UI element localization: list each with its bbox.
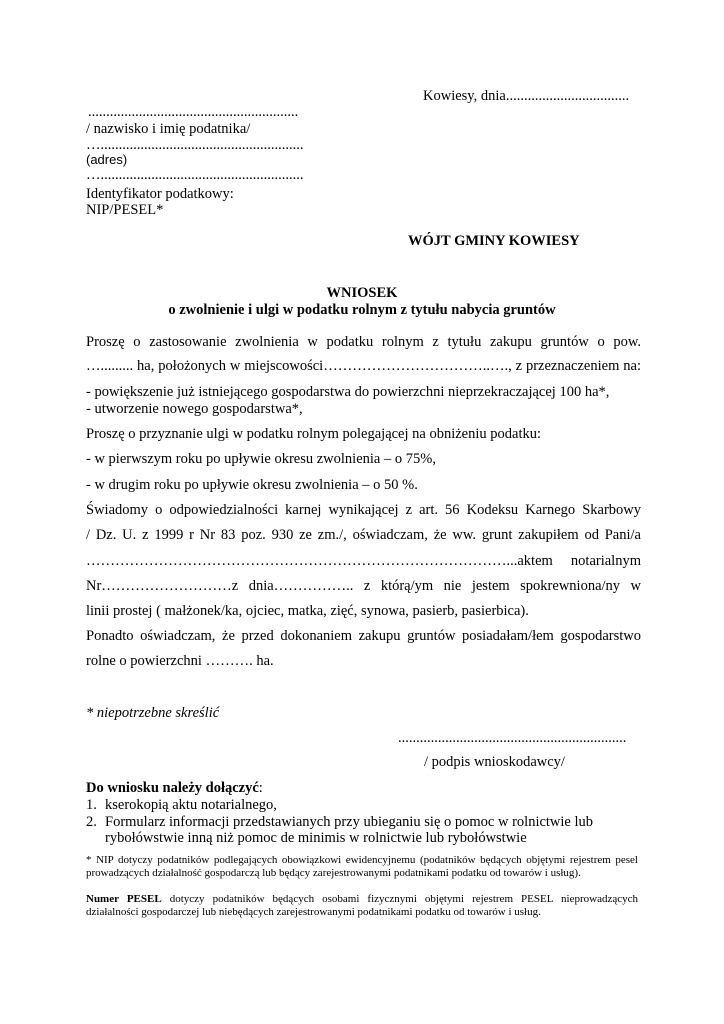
body-p3-line5: linii prostej ( małżonek/ka, ojciec, matka, zięć, synowa, pasierb, pasierbica). [86, 603, 529, 619]
footnote-pesel [86, 893, 638, 918]
attachments-heading [86, 780, 263, 797]
signature-label: / podpis wnioskodawcy/ [424, 754, 565, 770]
ulga-first-year: - w pierwszym roku po upływie okresu zwolnienia – o 75%, [86, 451, 436, 467]
address-label: (adres) [86, 152, 128, 167]
body-p3-line1: Świadomy o odpowiedzialności karnej wynikającej z art. 56 Kodeksu Karnego Skarbowy [86, 502, 641, 518]
footnote-pesel-rest: dotyczy podatników będących osobami fizycznymi objętymi rejestrem PESEL nieprowadzących działalności gospodarczej lub niebędących zarejestrowanymi podatnikami podatku od towarów i usług. [86, 893, 639, 918]
body-p4-line2: rolne o powierzchni ………. ha. [86, 653, 274, 669]
strike-note: * niepotrzebne skreślić [86, 705, 220, 721]
footnote-nip: * NIP dotyczy podatników podlegających obowiązkowi ewidencyjnemu (podatników będących objętymi rejestrem pesel prowadzących działalność gospodarczą lub będący zarejestrowanymi podatnikami podatku od towarów i usług). [86, 854, 638, 879]
body-p3-line2: / Dz. U. z 1999 r Nr 83 poz. 930 ze zm./, oświadczam, że ww. grunt zakupiłem od Pani/a [86, 527, 641, 543]
nip-label: NIP/PESEL* [86, 202, 164, 218]
document-subtitle: o zwolnienie i ulgi w podatku rolnym z tytułu nabycia gruntów [168, 302, 556, 318]
attachment-item-2-num: 2. [86, 814, 97, 830]
address-dots: …........................................................ [86, 137, 304, 153]
id-dots: …........................................................ [86, 167, 304, 183]
name-dots: .......................................................... [88, 104, 299, 120]
option-new-farm: - utworzenie nowego gospodarstwa*, [86, 401, 303, 417]
attachment-item-2-text-cont: rybołówstwie inną niż pomoc de minimis w rolnictwie lub rybołówstwie [105, 830, 527, 846]
document-title: WNIOSEK [326, 285, 398, 301]
body-p1-line2: …......... ha, położonych w miejscowości……………………………..…., z przeznaczeniem na: [86, 358, 641, 374]
body-p4-line1: Ponadto oświadczam, że przed dokonaniem zakupu gruntów posiadałam/łem gospodarstwo [86, 628, 641, 644]
ulga-second-year: - w drugim roku po upływie okresu zwolnienia – o 50 %. [86, 477, 418, 493]
option-expand-farm: - powiększenie już istniejącego gospodarstwa do powierzchni nieprzekraczającej 100 ha*, [86, 384, 610, 400]
signature-dots: ............................................................... [398, 730, 627, 746]
name-label: / nazwisko i imię podatnika/ [86, 121, 251, 137]
body-p1-line1: Proszę o zastosowanie zwolnienia w podatku rolnym z tytułu zakupu gruntów o pow. [86, 334, 641, 350]
attachment-item-1-num: 1. [86, 797, 97, 813]
body-p3-line4: Nr………………………z dnia…………….. z którą/ym nie jestem spokrewniona/ny w [86, 578, 641, 594]
attachments-heading-text: Do wniosku należy dołączyć [86, 780, 259, 796]
id-label: Identyfikator podatkowy: [86, 186, 234, 202]
body-p2: Proszę o przyznanie ulgi w podatku rolnym polegającej na obniżeniu podatku: [86, 426, 542, 442]
body-p3-line3: ……………………………………………………………………………...aktem notarialnym [86, 553, 641, 569]
addressee: WÓJT GMINY KOWIESY [408, 233, 580, 249]
attachments-heading-colon: : [258, 780, 263, 796]
attachment-item-1-text: kserokopią aktu notarialnego, [105, 797, 277, 813]
attachment-item-2-text: Formularz informacji przedstawianych przy ubieganiu się o pomoc w rolnictwie lub [105, 814, 594, 830]
place-date: Kowiesy, dnia.................................. [423, 88, 630, 104]
footnote-pesel-bold: Numer PESEL [86, 893, 162, 905]
